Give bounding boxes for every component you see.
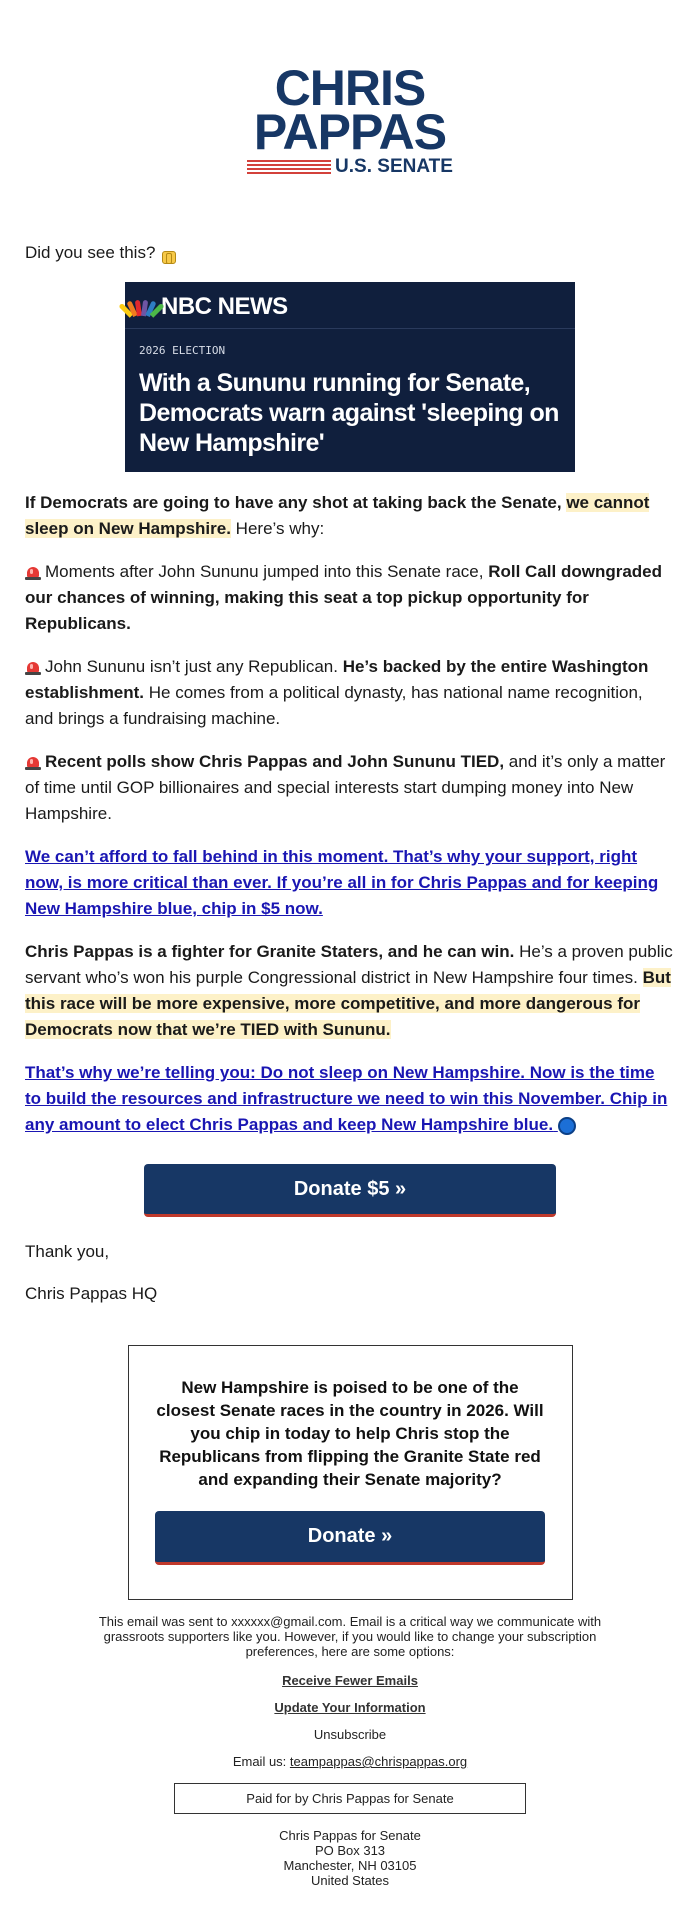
donate-button[interactable]: Donate » [155, 1511, 545, 1565]
mailing-address: Chris Pappas for Senate PO Box 313 Manchester, NH 03105 United States [279, 1828, 421, 1888]
contact-line: Email us: teampappas@chrispappas.org [232, 1754, 468, 1769]
contact-email-link[interactable]: teampappas@chrispappas.org [289, 1754, 468, 1769]
logo-stripes [247, 160, 331, 174]
thank-you: Thank you, [25, 1242, 110, 1261]
pointing-down-icon [160, 245, 176, 263]
update-information-link[interactable]: Update Your Information [274, 1700, 426, 1715]
donate-five-button[interactable]: Donate $5 » [144, 1164, 556, 1217]
campaign-logo [0, 0, 700, 176]
intro-text: Did you see this? [25, 243, 156, 262]
callout-question: New Hampshire is poised to be one of the closest Senate races in the country in 2026. Will you chip in today to help Chris stop the Republicans from flipping the Granite State red and expanding their Senate majority? [156, 1378, 544, 1489]
paid-for-disclaimer: Paid for by Chris Pappas for Senate [174, 1783, 526, 1814]
paragraph-4: Recent polls show Chris Pappas and John Sununu TIED, and it’s only a matter of time until GOP billionaires and special interests start dumping money into New Hampshire. [25, 752, 666, 823]
logo-last-name: PAPPAS [253, 104, 447, 160]
paragraph-2: Moments after John Sununu jumped into this Senate race, Roll Call downgraded our chances of winning, making this seat a top pickup opportunity for Republicans. [25, 562, 663, 633]
siren-icon [25, 661, 41, 675]
paragraph-6: Chris Pappas is a fighter for Granite Staters, and he can win. He’s a proven public servant who’s won his purple Congressional district in New Hampshire four times. But this race will be more expensive, more competitive, and more dangerous for Democrats now that we’re TIED with Sununu. [25, 942, 673, 1039]
logo-office: U.S. SENATE [335, 156, 453, 177]
paragraph-3: John Sununu isn’t just any Republican. He’s backed by the entire Washington establishment. He comes from a political dynasty, has national name recognition, and brings a fundraising machine. [25, 657, 649, 728]
news-brand: NBC NEWS [161, 293, 288, 320]
donate-any-amount-link[interactable]: That’s why we’re telling you: Do not sleep on New Hampshire. Now is the time to build the resources and infrastructure we need to win this November. Chip in any amount to elect Chris Pappas and keep New Hampshire blue. [25, 1063, 668, 1134]
intro-line [25, 240, 675, 266]
donate-five-link[interactable]: We can’t afford to fall behind in this moment. That’s why your support, right now, is more critical than ever. If you’re all in for Chris Pappas and for keeping New Hampshire blue, chip in $5 now. [25, 847, 659, 918]
receive-fewer-emails-link[interactable]: Receive Fewer Emails [282, 1673, 418, 1688]
nbc-peacock-icon [129, 298, 155, 316]
footer-notice: This email was sent to xxxxxx@gmail.com. Email is a critical way we communicate with grassroots supporters like you. However, if you would like to change your subscription preferences, here are some options: [98, 1614, 602, 1659]
paragraph-1: If Democrats are going to have any shot at taking back the Senate, we cannot sleep on New Hampshire. Here’s why: [25, 493, 650, 538]
blue-circle-icon [558, 1117, 576, 1135]
donate-callout-box [128, 1345, 573, 1600]
paragraph-5 [25, 844, 675, 922]
news-headline: With a Sununu running for Senate, Democrats warn against 'sleeping on New Hampshire' [139, 369, 559, 457]
paragraph-7 [25, 1060, 675, 1138]
news-kicker: 2026 ELECTION [139, 344, 226, 357]
logo-first-name: CHRIS [274, 60, 426, 116]
siren-icon [25, 756, 41, 770]
footer [0, 1614, 700, 1888]
signature: Chris Pappas HQ [25, 1284, 158, 1303]
unsubscribe-link[interactable]: Unsubscribe [313, 1727, 387, 1742]
siren-icon [25, 566, 41, 580]
news-screenshot-card[interactable] [125, 282, 575, 472]
